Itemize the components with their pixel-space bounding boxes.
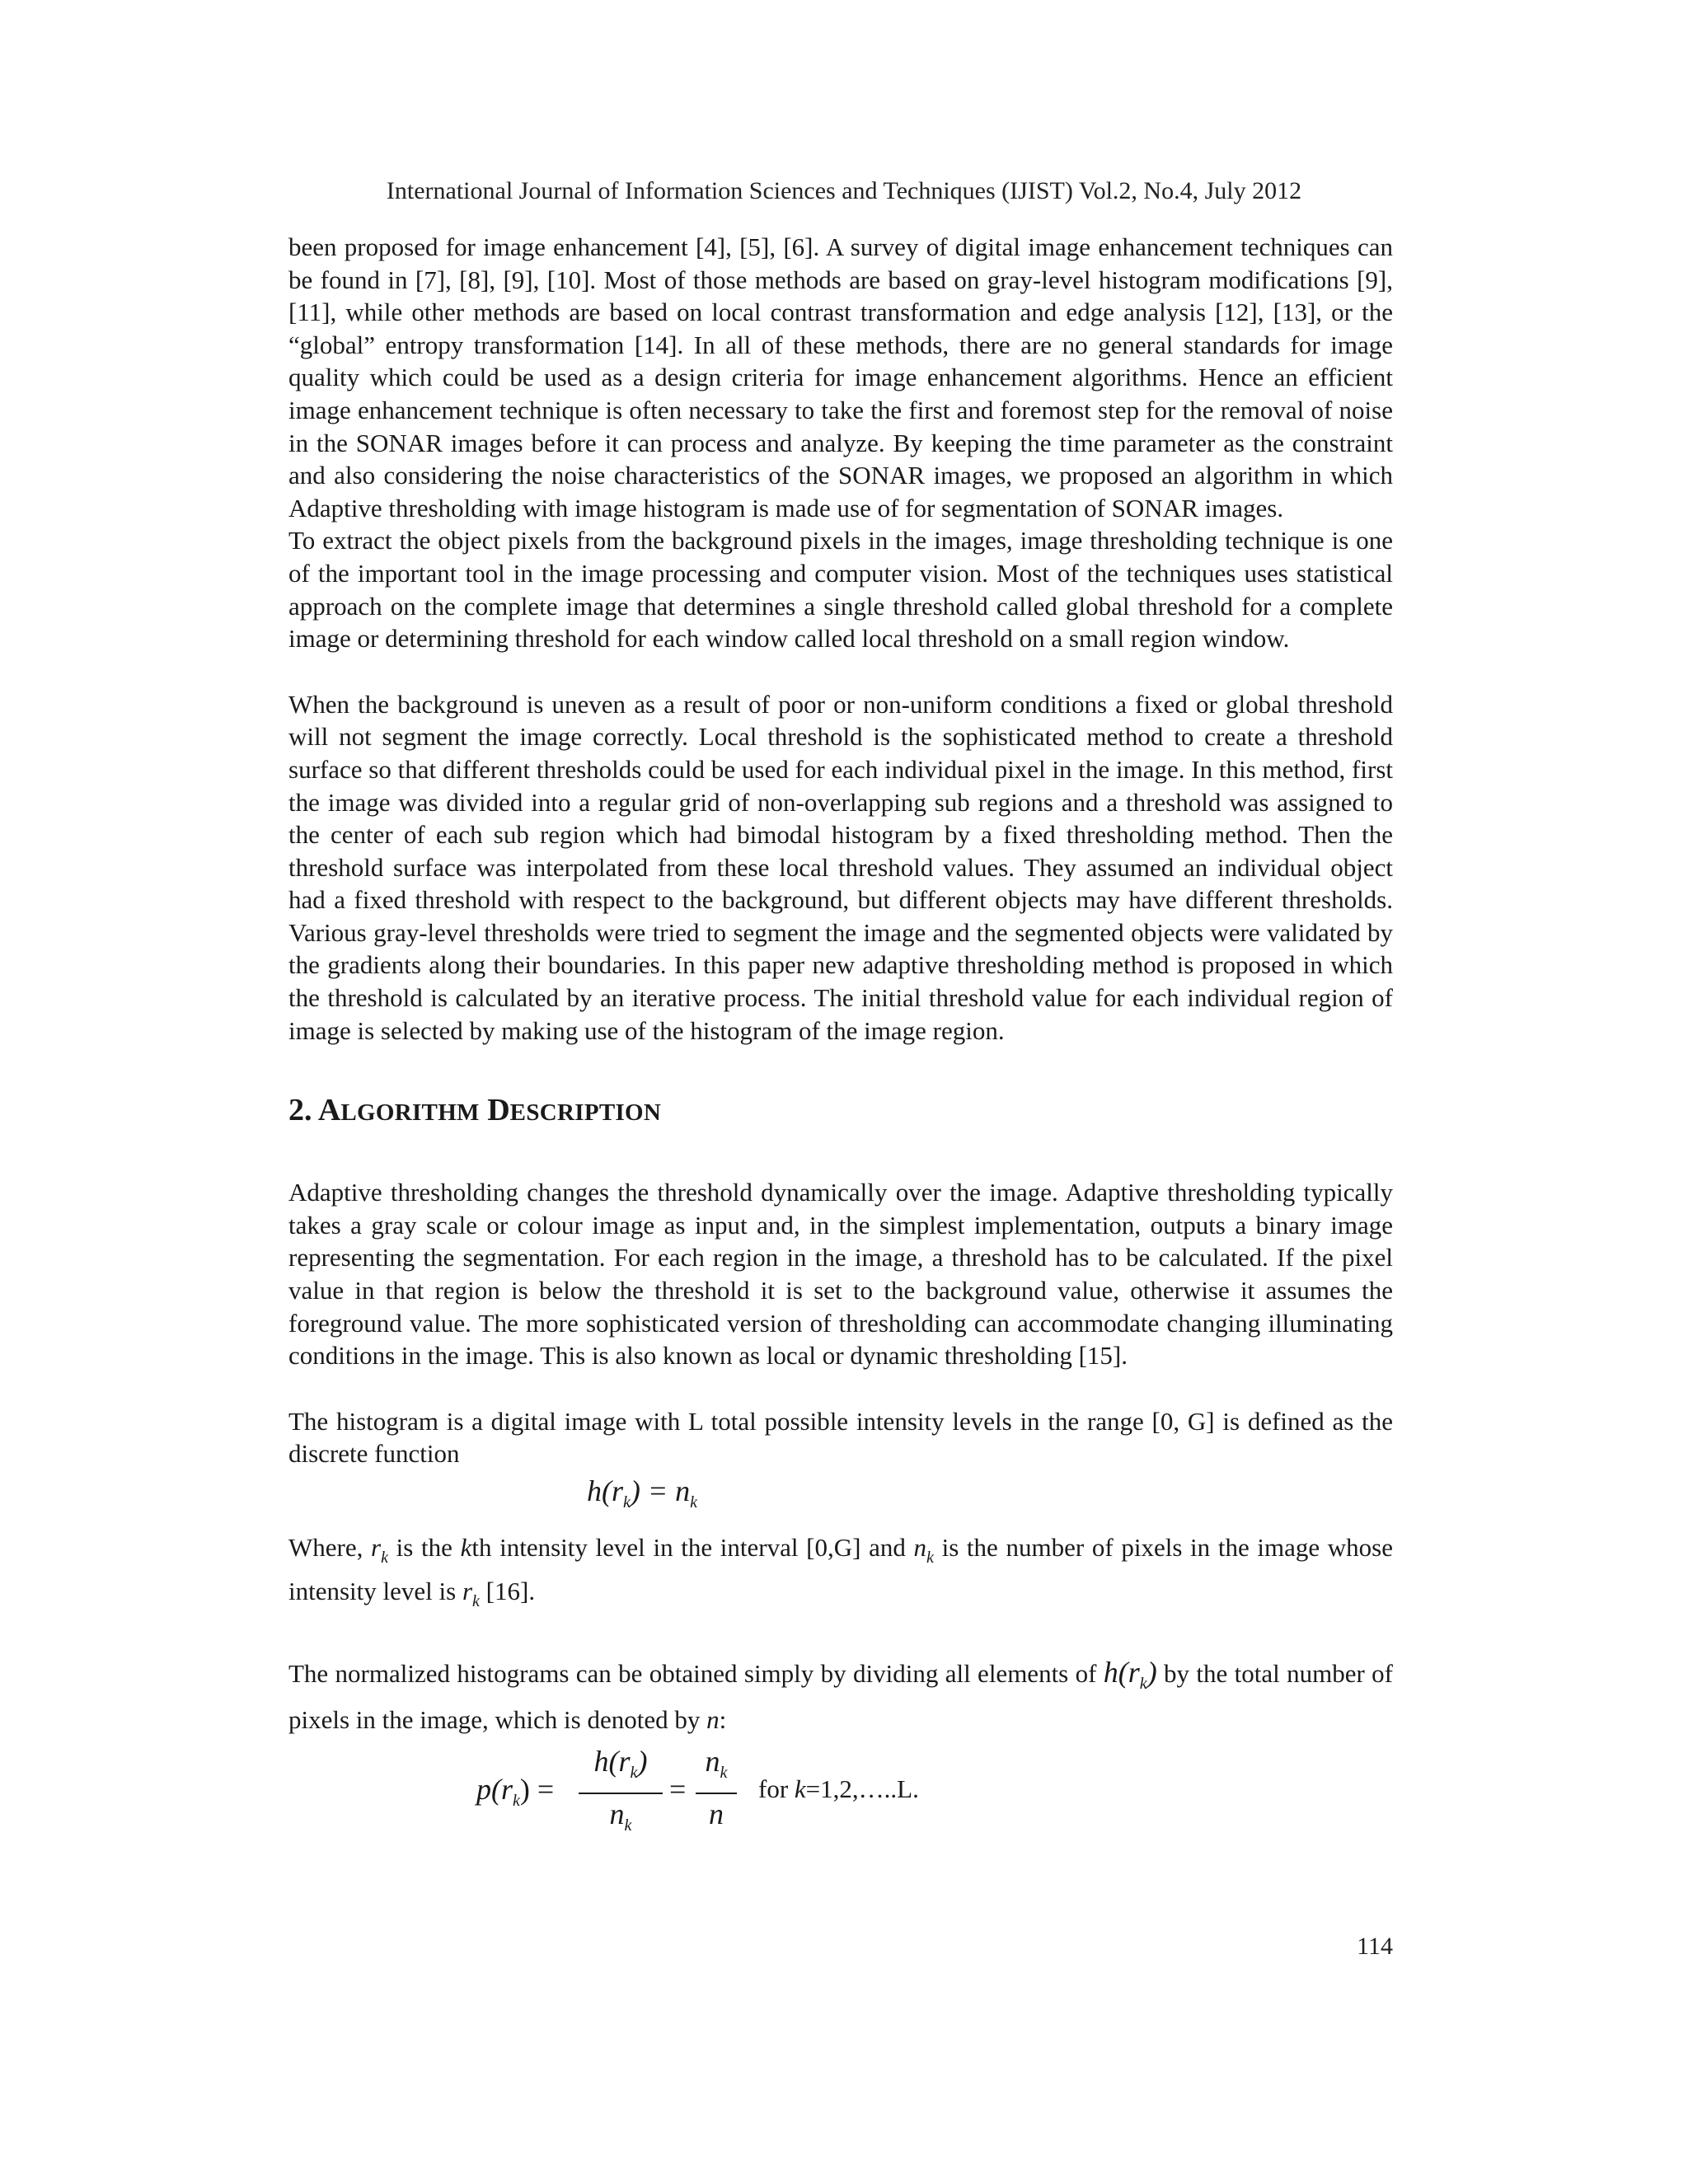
paragraph-adaptive-thresholding: Adaptive thresholding changes the threshold dynamically over the image. Adaptive thresholding typically takes a gray scale or colour image as input and, in the simplest implementation, outputs a binary image representing the segmentation. For each region in the image, a threshold has to be calculated. If the pixel value in that region is below the threshold it is set to the background value, otherwise it assumes the foreground value. The more sophisticated version of thresholding can accommodate changing illuminating conditions in the image. This is also known as local or dynamic thresholding [15]. [288, 1178, 1393, 1371]
paragraph-where: Where, $r_k$ is the kth intensity level in the interval [0,G] and $n_k$ is the number of pixels in the image whose intensity level is $r_k$ [16]. [288, 1533, 1393, 1610]
equation-normalized-histogram [288, 1743, 1393, 1834]
equation-histogram: $h(r_k) = n_k$ [587, 1474, 698, 1511]
page-number: 114 [1357, 1933, 1393, 1960]
paragraph-thresholding-intro: To extract the object pixels from the background pixels in the images, image thresholding technique is one of the important tool in the image processing and computer vision. Most of the techniques uses statistical approach on the complete image that determines a single threshold called global threshold for a complete image or determining threshold for each window called local threshold on a small region window. [288, 526, 1393, 654]
eq2-fraction-1: $h(r_k)$ $n_k$ [579, 1743, 663, 1844]
paragraph-enhancement-survey: been proposed for image enhancement [4], [5], [6]. A survey of digital image enhancement techniques can be found in [7], [8], [9], [10]. Most of those methods are based on gray-level histogram modifications [9], [11], while other methods are based on local contrast transformation and edge analysis [12], [13], or the “global” entropy transformation [14]. In all of these methods, there are no general standards for image quality which could be used as a design criteria for image enhancement algorithms. Hence an efficient image enhancement technique is often necessary to take the first and foremost step for the removal of noise in the SONAR images before it can process and analyze. By keeping the time parameter as the constraint and also considering the noise characteristics of the SONAR images, we proposed an algorithm in which Adaptive thresholding with image histogram is made use of for segmentation of SONAR images. [288, 232, 1393, 523]
paragraph-local-threshold: When the background is uneven as a result of poor or non-uniform conditions a fixed or global threshold will not segment the image correctly. Local threshold is the sophisticated method to create a threshold surface so that different thresholds could be used for each individual pixel in the image. In this method, first the image was divided into a regular grid of non-overlapping sub regions and a threshold was assigned to the center of each sub region which had bimodal histogram by a fixed thresholding method. Then the threshold surface was interpolated from these local threshold values. They assumed an individual object had a fixed threshold with respect to the background, but different objects may have different thresholds. Various gray-level thresholds were tried to segment the image and the segmented objects were validated by the gradients along their boundaries. In this paper new adaptive thresholding method is proposed in which the threshold is calculated by an iterative process. The initial threshold value for each individual region of image is selected by making use of the histogram of the image region. [288, 689, 1393, 1045]
paragraph-histogram-definition: The histogram is a digital image with L total possible intensity levels in the range [0, G] is defined as the discrete function [288, 1406, 1393, 1469]
text-column [288, 231, 1393, 1834]
eq2-equals: = [669, 1773, 687, 1807]
running-header: International Journal of Information Sciences and Techniques (IJIST) Vol.2, No.4, July 2012 [386, 177, 1302, 204]
section-heading: 2. ALGORITHM DESCRIPTION [288, 1093, 662, 1128]
paragraph-normalized: The normalized histograms can be obtained simply by dividing all elements of $h(r_k)$ by the total number of pixels in the image, which is denoted by n: [288, 1656, 1393, 1735]
eq2-range: for k=1,2,…..L. [758, 1774, 919, 1804]
eq2-lhs: $p(r_k)$ = [476, 1773, 555, 1811]
eq2-fraction-2: $n_k$ n [696, 1743, 737, 1832]
